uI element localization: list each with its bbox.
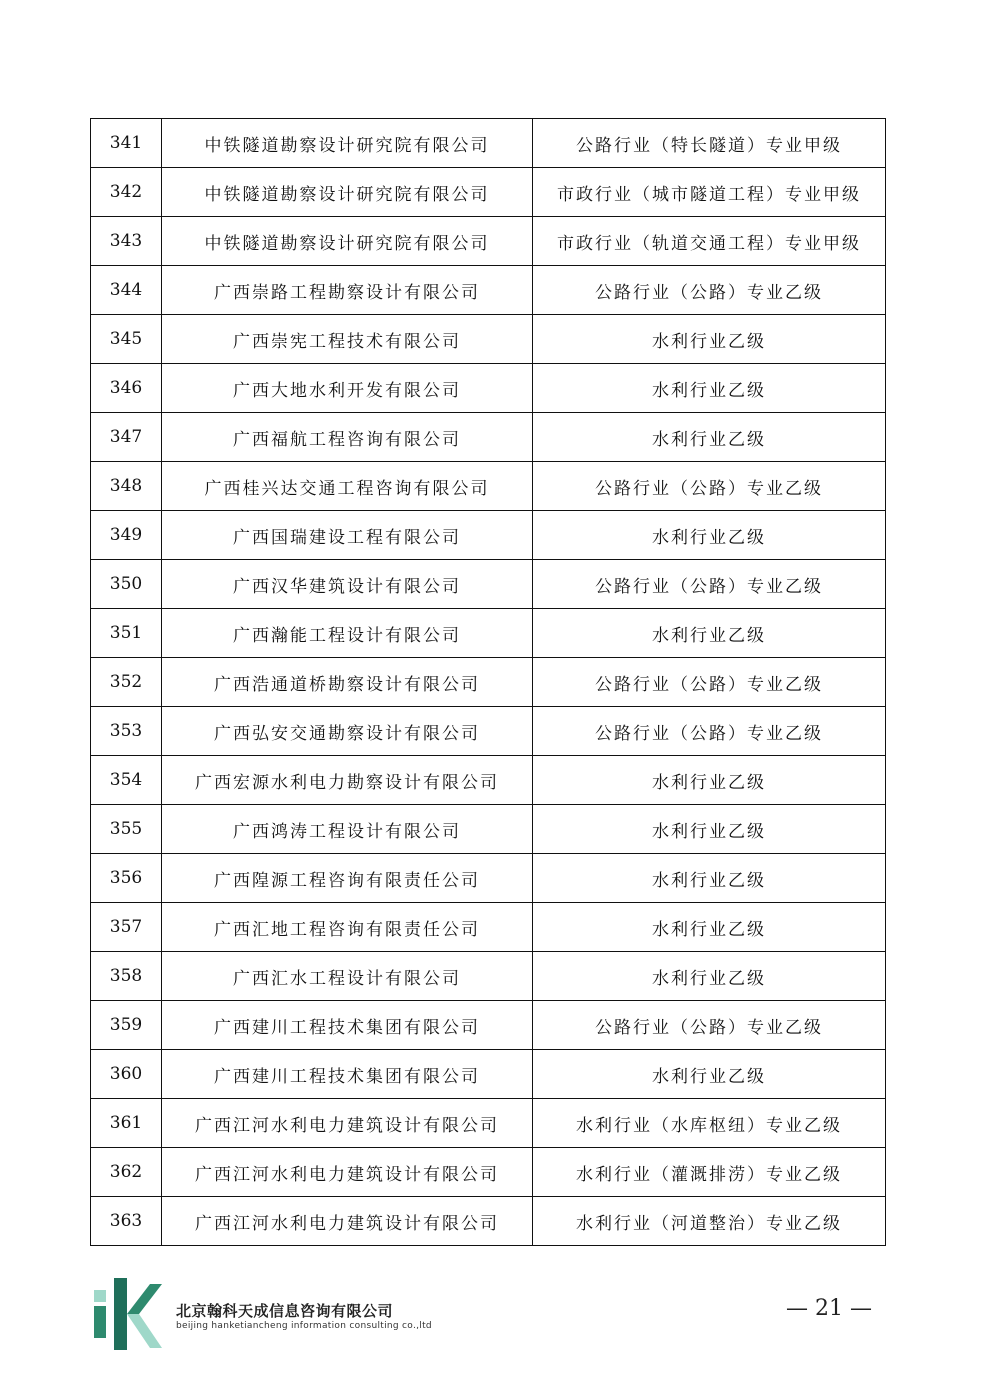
qualification-level: 公路行业（特长隧道）专业甲级	[533, 119, 886, 168]
table-row	[91, 315, 886, 364]
row-number: 350	[91, 560, 162, 609]
qualification-level: 水利行业（河道整治）专业乙级	[533, 1197, 886, 1246]
qualification-level: 公路行业（公路）专业乙级	[533, 266, 886, 315]
row-number: 351	[91, 609, 162, 658]
company-name: 广西桂兴达交通工程咨询有限公司	[162, 462, 533, 511]
table-row	[91, 462, 886, 511]
footer-company-name: 北京翰科天成信息咨询有限公司	[176, 1302, 394, 1320]
company-name: 中铁隧道勘察设计研究院有限公司	[162, 217, 533, 266]
company-name: 广西建川工程技术集团有限公司	[162, 1001, 533, 1050]
table-row	[91, 511, 886, 560]
company-name: 广西江河水利电力建筑设计有限公司	[162, 1148, 533, 1197]
company-name: 广西弘安交通勘察设计有限公司	[162, 707, 533, 756]
row-number: 356	[91, 854, 162, 903]
row-number: 352	[91, 658, 162, 707]
qualification-level: 水利行业乙级	[533, 1050, 886, 1099]
table-row	[91, 707, 886, 756]
table-row	[91, 854, 886, 903]
table-row	[91, 364, 886, 413]
table-row	[91, 119, 886, 168]
qualification-level: 水利行业乙级	[533, 805, 886, 854]
row-number: 357	[91, 903, 162, 952]
row-number: 353	[91, 707, 162, 756]
company-name: 广西汇水工程设计有限公司	[162, 952, 533, 1001]
qualification-level: 公路行业（公路）专业乙级	[533, 707, 886, 756]
row-number: 346	[91, 364, 162, 413]
qualification-level: 市政行业（轨道交通工程）专业甲级	[533, 217, 886, 266]
row-number: 360	[91, 1050, 162, 1099]
qualification-level: 水利行业（水库枢纽）专业乙级	[533, 1099, 886, 1148]
table-row	[91, 266, 886, 315]
company-name: 广西大地水利开发有限公司	[162, 364, 533, 413]
company-name: 广西江河水利电力建筑设计有限公司	[162, 1197, 533, 1246]
qualification-level: 水利行业乙级	[533, 364, 886, 413]
page-number: — 21 —	[786, 1296, 872, 1321]
qualification-level: 公路行业（公路）专业乙级	[533, 560, 886, 609]
hk-logo-icon	[94, 1276, 164, 1354]
table-row	[91, 1050, 886, 1099]
company-name: 广西建川工程技术集团有限公司	[162, 1050, 533, 1099]
row-number: 361	[91, 1099, 162, 1148]
table-row	[91, 413, 886, 462]
table-row	[91, 168, 886, 217]
qualification-level: 公路行业（公路）专业乙级	[533, 658, 886, 707]
row-number: 349	[91, 511, 162, 560]
company-name: 广西浩通道桥勘察设计有限公司	[162, 658, 533, 707]
company-name: 广西汇地工程咨询有限责任公司	[162, 903, 533, 952]
row-number: 343	[91, 217, 162, 266]
qualification-level: 公路行业（公路）专业乙级	[533, 1001, 886, 1050]
table-row	[91, 609, 886, 658]
table-row	[91, 217, 886, 266]
qualification-level: 公路行业（公路）专业乙级	[533, 462, 886, 511]
company-name: 中铁隧道勘察设计研究院有限公司	[162, 119, 533, 168]
row-number: 344	[91, 266, 162, 315]
qualification-level: 水利行业乙级	[533, 609, 886, 658]
table-row	[91, 560, 886, 609]
table-row	[91, 1148, 886, 1197]
row-number: 362	[91, 1148, 162, 1197]
table-body	[91, 119, 886, 1246]
table-row	[91, 1197, 886, 1246]
row-number: 355	[91, 805, 162, 854]
row-number: 347	[91, 413, 162, 462]
footer-company-english: beijing hanketiancheng information consulting co.,ltd	[176, 1321, 432, 1331]
company-name: 广西瀚能工程设计有限公司	[162, 609, 533, 658]
company-name: 广西隍源工程咨询有限责任公司	[162, 854, 533, 903]
qualification-level: 水利行业乙级	[533, 315, 886, 364]
qualification-level: 市政行业（城市隧道工程）专业甲级	[533, 168, 886, 217]
company-name: 广西国瑞建设工程有限公司	[162, 511, 533, 560]
table-row	[91, 903, 886, 952]
qualification-level: 水利行业乙级	[533, 413, 886, 462]
row-number: 342	[91, 168, 162, 217]
qualification-table	[90, 118, 886, 1246]
row-number: 358	[91, 952, 162, 1001]
table-row	[91, 756, 886, 805]
qualification-level: 水利行业乙级	[533, 952, 886, 1001]
company-name: 广西崇路工程勘察设计有限公司	[162, 266, 533, 315]
qualification-level: 水利行业乙级	[533, 756, 886, 805]
company-name: 广西鸿涛工程设计有限公司	[162, 805, 533, 854]
row-number: 363	[91, 1197, 162, 1246]
company-name: 广西福航工程咨询有限公司	[162, 413, 533, 462]
qualification-level: 水利行业乙级	[533, 511, 886, 560]
table-row	[91, 658, 886, 707]
qualification-level: 水利行业乙级	[533, 854, 886, 903]
table-row	[91, 1001, 886, 1050]
table-row	[91, 952, 886, 1001]
table-row	[91, 1099, 886, 1148]
row-number: 345	[91, 315, 162, 364]
row-number: 348	[91, 462, 162, 511]
company-name: 广西宏源水利电力勘察设计有限公司	[162, 756, 533, 805]
company-name: 广西江河水利电力建筑设计有限公司	[162, 1099, 533, 1148]
company-name: 广西汉华建筑设计有限公司	[162, 560, 533, 609]
table-row	[91, 805, 886, 854]
row-number: 341	[91, 119, 162, 168]
row-number: 359	[91, 1001, 162, 1050]
qualification-level: 水利行业乙级	[533, 903, 886, 952]
qualification-level: 水利行业（灌溉排涝）专业乙级	[533, 1148, 886, 1197]
row-number: 354	[91, 756, 162, 805]
company-name: 中铁隧道勘察设计研究院有限公司	[162, 168, 533, 217]
company-name: 广西崇宪工程技术有限公司	[162, 315, 533, 364]
